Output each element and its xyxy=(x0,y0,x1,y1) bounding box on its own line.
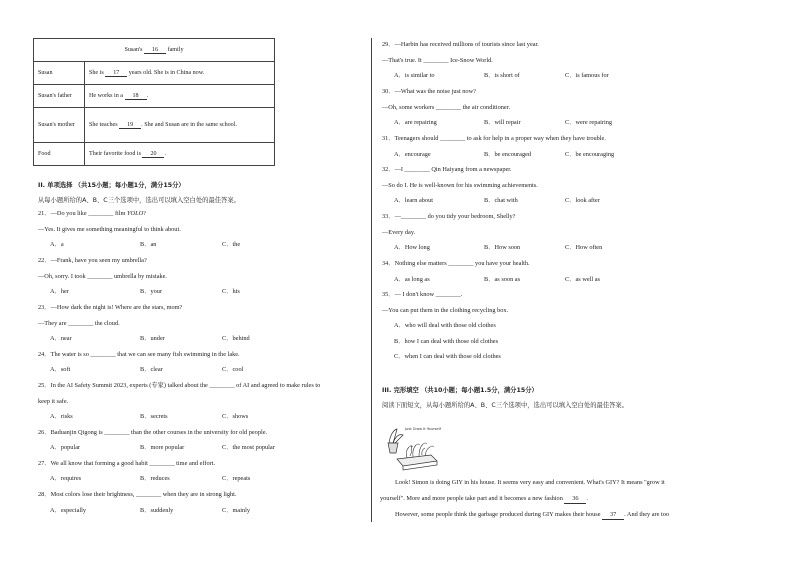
passage-line-2: yourself". More and more people take part and it becomes a new fashion 36 . xyxy=(380,495,588,502)
q34-option-c[interactable]: C．as well as xyxy=(565,276,600,283)
q32-option-b[interactable]: B．chat with xyxy=(484,197,518,204)
q30-option-b[interactable]: B．will repair xyxy=(484,119,521,126)
q29-stem: 29．—Harbin has received millions of tourists since last year. xyxy=(382,41,539,48)
blank-17: 17 xyxy=(105,70,127,77)
q21-option-a[interactable]: A．a xyxy=(50,241,64,248)
q35-option-a[interactable]: A．who will deal with those old clothes xyxy=(394,322,496,329)
table-title: Susan's 16 family xyxy=(34,39,275,62)
column-divider xyxy=(371,38,372,522)
q21-option-b[interactable]: B．an xyxy=(140,241,157,248)
q23-stem: 23．—How dark the night is! Where are the stars, mom? xyxy=(38,304,183,311)
q28-stem: 28．Most colors lose their brightness, ________ when they are in strong light. xyxy=(38,491,237,498)
q23-option-a[interactable]: A．near xyxy=(50,335,72,342)
q35-option-c[interactable]: C．when I can deal with those old clothes xyxy=(394,353,501,360)
q25-stem: 25．In the AI Safety Summit 2023, experts (专家) talked about the ________ of AI and agreed to make rules to xyxy=(38,382,321,389)
q21-option-c[interactable]: C．the xyxy=(222,241,241,248)
seedling-tray-icon xyxy=(397,443,437,470)
section3-instruction: 阅读下面短文，从每小题所给的A、B、C三个选项中，选出可以填入空白处的最佳答案。 xyxy=(382,402,629,409)
q31-option-a[interactable]: A．encourage xyxy=(394,151,431,158)
q21-line2: —Yes. It gives me something meaningful to think about. xyxy=(38,226,181,233)
q33-option-c[interactable]: C．How often xyxy=(565,244,603,251)
passage-line-3: However, some people think the garbage produced during GIY makes their house 37 . And they are too xyxy=(395,511,670,518)
table-row: Susan's mother She teaches 19 . She and Susan are in the same school. xyxy=(34,108,275,143)
giy-illustration xyxy=(383,423,445,473)
q25-line2: keep it safe. xyxy=(38,398,69,405)
blank-19: 19 xyxy=(119,122,141,129)
q30-line2: —Oh, some workers ________ the air conditioner. xyxy=(382,104,511,111)
q29-option-c[interactable]: C．is famous for xyxy=(565,72,609,79)
q24-stem: 24．The water is so ________ that we can see many fish swimming in the lake. xyxy=(38,351,240,358)
susan-family-table xyxy=(33,38,275,166)
q28-option-b[interactable]: B．suddenly xyxy=(140,507,174,514)
q34-option-a[interactable]: A．as long as xyxy=(394,276,430,283)
q22-line2: —Oh, sorry. I took ________ umbrella by mistake. xyxy=(38,273,168,280)
blank-18: 18 xyxy=(125,93,147,100)
q31-stem: 31．Teenagers should ________ to ask for help in a proper way when they have trouble. xyxy=(382,135,606,142)
q32-option-c[interactable]: C．look after xyxy=(565,197,600,204)
q30-stem: 30．—What was the noise just now? xyxy=(382,88,476,95)
q28-option-a[interactable]: A．especially xyxy=(50,507,87,514)
passage-line-1: Look! Simon is doing GIY in his house. It seems very easy and convenient. What's GIY? It means "grow it xyxy=(395,479,665,486)
q22-option-b[interactable]: B．your xyxy=(140,288,163,295)
plant-icon xyxy=(388,429,403,453)
q26-stem: 26．Baduanjin Qigong is ________ than the other courses in the university for old people. xyxy=(38,429,268,436)
q29-option-b[interactable]: B．is short of xyxy=(484,72,520,79)
q30-option-c[interactable]: C．were repairing xyxy=(565,119,613,126)
q35-stem: 35．— I don't know ________. xyxy=(382,291,463,298)
q35-line2: —You can put them in the clothing recycling box. xyxy=(382,307,509,314)
section2-instruction: 从每小题所给的A、B、C三个选项中，选出可以填入空白处的最佳答案。 xyxy=(38,197,240,204)
section2-heading: II. 单项选择 （共15小题；每小题1分，满分15分） xyxy=(38,182,185,189)
table-row: Food Their favorite food is 20 . xyxy=(34,143,275,166)
q22-stem: 22．—Frank, have you seen my umbrella? xyxy=(38,257,147,264)
blank-37: 37 xyxy=(602,511,624,520)
section3-heading: III. 完形填空 （共10小题；每小题1.5分，满分15分） xyxy=(382,387,538,394)
poster-title: Just Grow It Yourself xyxy=(405,427,441,431)
q31-option-c[interactable]: C．be encouraging xyxy=(565,151,615,158)
q30-option-a[interactable]: A．are repairing xyxy=(394,119,437,126)
q32-option-a[interactable]: A．learn about xyxy=(394,197,433,204)
q33-option-b[interactable]: B．How soon xyxy=(484,244,521,251)
q33-line2: —Every day. xyxy=(382,229,416,236)
blank-20: 20 xyxy=(142,151,164,158)
q33-option-a[interactable]: A．How long xyxy=(394,244,430,251)
q34-stem: 34．Nothing else matters ________ you have your health. xyxy=(382,260,530,267)
q29-option-a[interactable]: A．is similar to xyxy=(394,72,435,79)
q24-option-a[interactable]: A．soft xyxy=(50,366,71,373)
table-row: Susan She is 17 years old. She is in China now. xyxy=(34,62,275,85)
q25-option-c[interactable]: C．shows xyxy=(222,413,249,420)
blank-16: 16 xyxy=(144,47,166,54)
q23-option-b[interactable]: B．under xyxy=(140,335,165,342)
q24-option-c[interactable]: C．cool xyxy=(222,366,244,373)
q21-stem: 21．—Do you like ________ film YOLO? xyxy=(38,210,146,217)
q23-line2: —They are ________ the cloud. xyxy=(38,320,120,327)
q27-option-c[interactable]: C．repeats xyxy=(222,475,251,482)
q24-option-b[interactable]: B．clear xyxy=(140,366,163,373)
q22-option-a[interactable]: A．her xyxy=(50,288,69,295)
blank-36: 36 xyxy=(564,495,586,504)
q28-option-c[interactable]: C．mainly xyxy=(222,507,250,514)
q29-line2: —That's true. It ________ Ice-Snow World. xyxy=(382,57,493,64)
q25-option-a[interactable]: A．risks xyxy=(50,413,73,420)
q26-option-c[interactable]: C．the most popular xyxy=(222,444,275,451)
q31-option-b[interactable]: B．be encouraged xyxy=(484,151,532,158)
q32-stem: 32．—I ________ Qin Haiyang from a newspaper. xyxy=(382,166,512,173)
table-row: Susan's father He works in a 18 . xyxy=(34,85,275,108)
q33-stem: 33．—________ do you tidy your bedroom, Shelly? xyxy=(382,213,516,220)
q27-option-a[interactable]: A．requires xyxy=(50,475,82,482)
q25-option-b[interactable]: B．secrets xyxy=(140,413,168,420)
q26-option-b[interactable]: B．more popular xyxy=(140,444,185,451)
q22-option-c[interactable]: C．his xyxy=(222,288,240,295)
q34-option-b[interactable]: B．as soon as xyxy=(484,276,521,283)
q27-stem: 27．We all know that forming a good habit ________ time and effort. xyxy=(38,460,216,467)
q35-option-b[interactable]: B．how I can deal with those old clothes xyxy=(394,338,499,345)
q32-line2: —So do I. He is well-known for his swimming achievements. xyxy=(382,182,538,189)
q26-option-a[interactable]: A．popular xyxy=(50,444,81,451)
q27-option-b[interactable]: B．reduces xyxy=(140,475,170,482)
q23-option-c[interactable]: C．behind xyxy=(222,335,250,342)
